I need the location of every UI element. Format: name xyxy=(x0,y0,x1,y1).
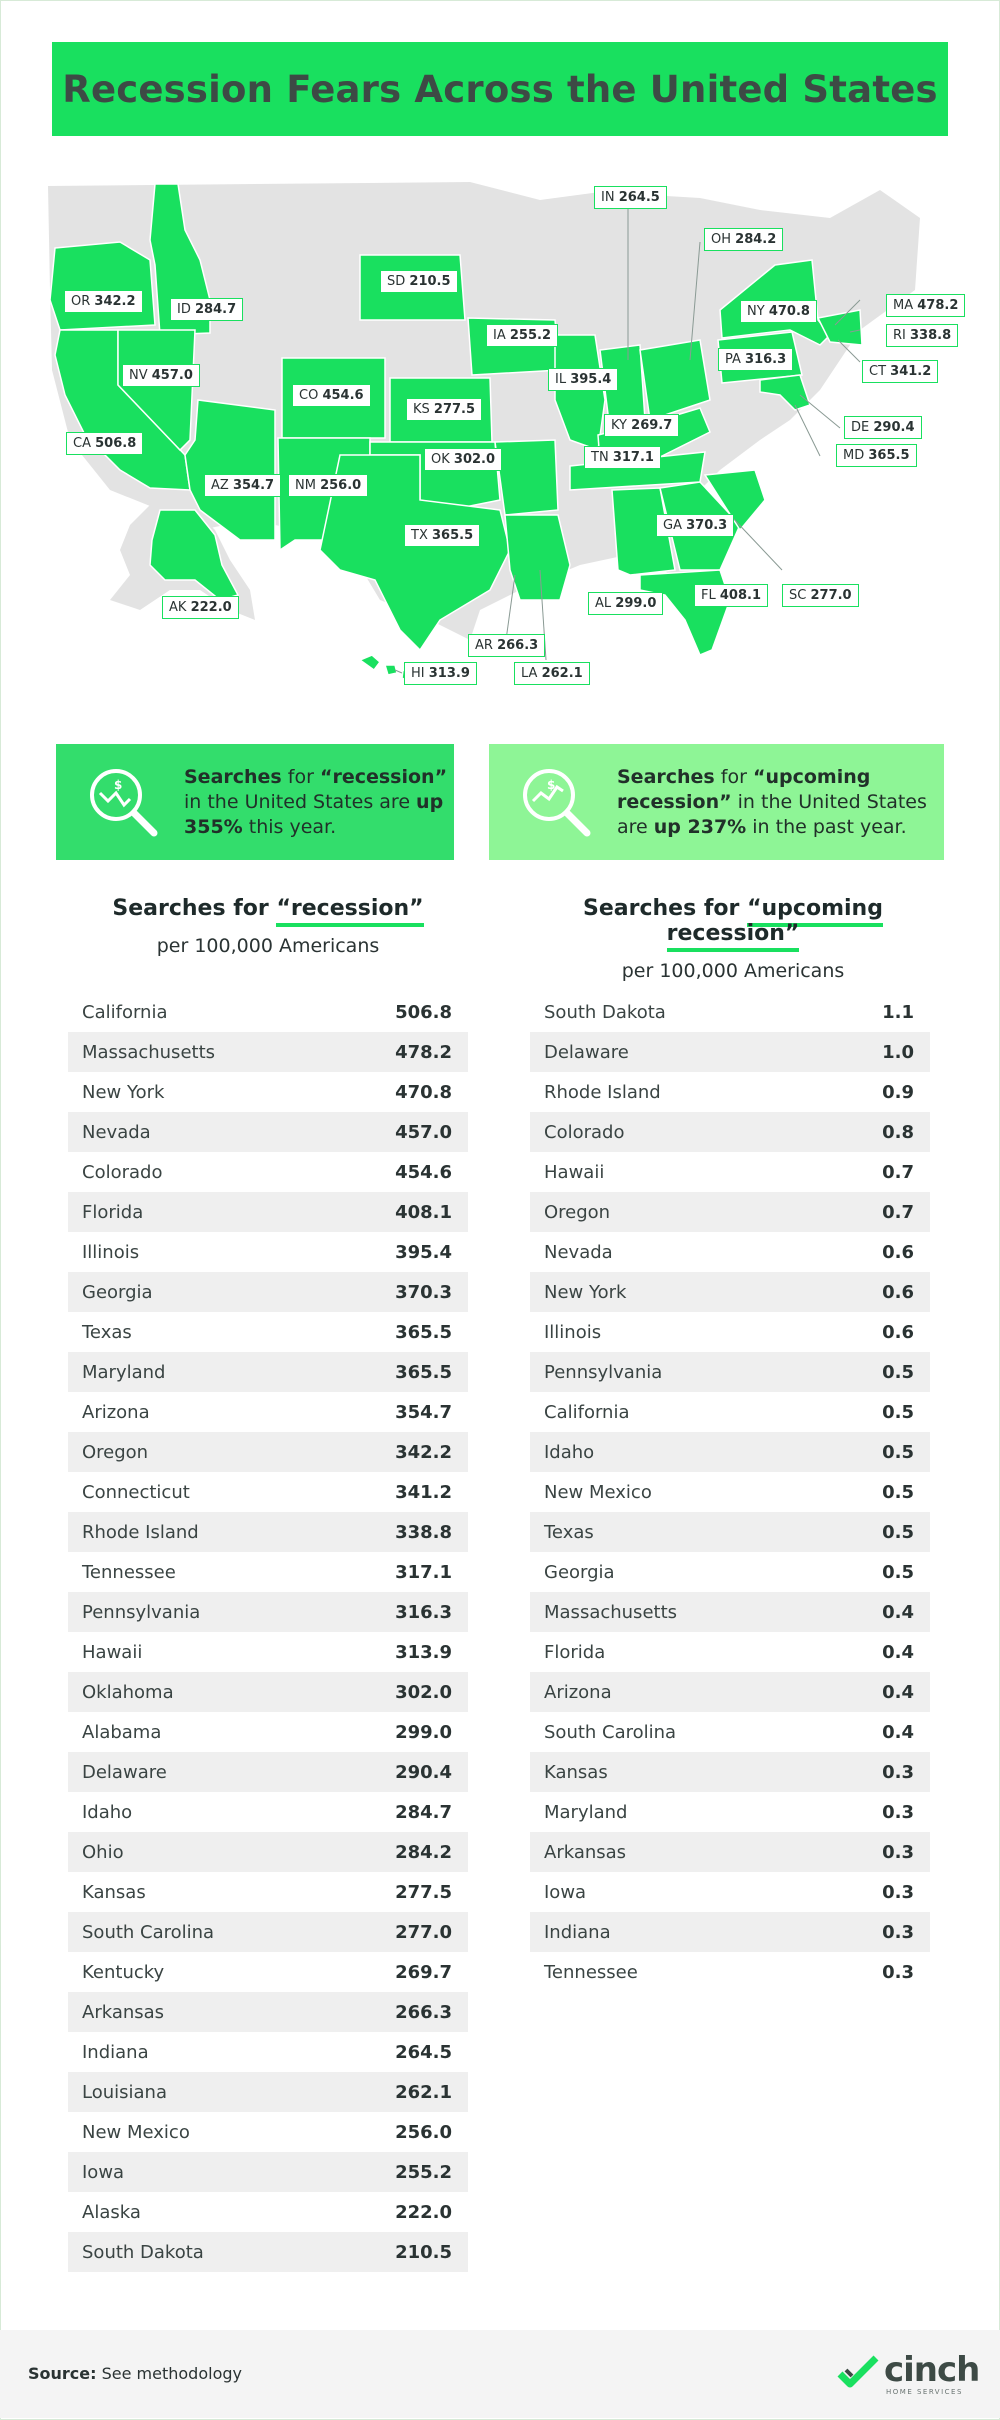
map-label-la: LA 262.1 xyxy=(514,662,590,685)
state-name: Massachusetts xyxy=(82,1041,216,1063)
state-name: New Mexico xyxy=(544,1481,652,1503)
state-value: 290.4 xyxy=(395,1761,452,1783)
state-value: 365.5 xyxy=(395,1321,452,1343)
state-value: 0.8 xyxy=(882,1121,914,1143)
state-name: Nevada xyxy=(82,1121,151,1143)
state-value: 0.5 xyxy=(882,1481,914,1503)
state-value: 0.6 xyxy=(882,1281,914,1303)
state-name: Maryland xyxy=(82,1361,166,1383)
map-label-ky: KY 269.7 xyxy=(604,414,679,437)
table-row xyxy=(530,1592,930,1632)
table-recession xyxy=(68,992,468,2272)
state-name: New Mexico xyxy=(82,2121,190,2143)
state-value: 0.3 xyxy=(882,1801,914,1823)
map-label-tn: TN 317.1 xyxy=(584,446,661,469)
map-label-ct: CT 341.2 xyxy=(862,360,938,383)
state-value: 277.5 xyxy=(395,1881,452,1903)
map-label-ok: OK 302.0 xyxy=(424,448,502,471)
cinch-logo xyxy=(836,2350,980,2400)
title-banner xyxy=(52,42,948,136)
state-value: 316.3 xyxy=(395,1601,452,1623)
state-value: 470.8 xyxy=(395,1081,452,1103)
state-name: Massachusetts xyxy=(544,1601,678,1623)
state-value: 264.5 xyxy=(395,2041,452,2063)
table-row xyxy=(68,1552,468,1592)
map-label-ri: RI 338.8 xyxy=(886,324,958,347)
table-row xyxy=(68,1632,468,1672)
map-label-ma: MA 478.2 xyxy=(886,294,965,317)
state-value: 266.3 xyxy=(395,2001,452,2023)
map-label-or: OR 342.2 xyxy=(64,290,143,313)
state-name: Connecticut xyxy=(82,1481,190,1503)
table-row xyxy=(530,1552,930,1592)
state-name: Arkansas xyxy=(544,1841,627,1863)
state-name: Indiana xyxy=(82,2041,149,2063)
state-name: Tennessee xyxy=(544,1961,638,1983)
state-value: 0.7 xyxy=(882,1161,914,1183)
state-name: Illinois xyxy=(544,1321,602,1343)
state-name: South Dakota xyxy=(544,1001,666,1023)
state-value: 0.4 xyxy=(882,1601,914,1623)
state-name: Texas xyxy=(82,1321,132,1343)
map-label-in: IN 264.5 xyxy=(594,186,667,209)
state-name: Iowa xyxy=(544,1881,587,1903)
map-label-ar: AR 266.3 xyxy=(468,634,545,657)
map-label-ks: KS 277.5 xyxy=(406,398,482,421)
table-row xyxy=(68,1912,468,1952)
map-label-az: AZ 354.7 xyxy=(204,474,281,497)
table-row xyxy=(68,2192,468,2232)
state-name: Indiana xyxy=(544,1921,611,1943)
state-name: Pennsylvania xyxy=(82,1601,201,1623)
map-label-nm: NM 256.0 xyxy=(288,474,368,497)
state-name: Arkansas xyxy=(82,2001,165,2023)
state-value: 1.1 xyxy=(882,1001,914,1023)
table-row xyxy=(68,1752,468,1792)
state-name: Maryland xyxy=(544,1801,628,1823)
state-value: 408.1 xyxy=(395,1201,452,1223)
table-row xyxy=(68,1152,468,1192)
table-row xyxy=(68,1712,468,1752)
state-value: 354.7 xyxy=(395,1401,452,1423)
state-name: Florida xyxy=(544,1641,606,1663)
state-value: 0.5 xyxy=(882,1441,914,1463)
table-left-title: Searches for “recession” xyxy=(68,896,468,921)
state-value: 0.6 xyxy=(882,1241,914,1263)
map-label-oh: OH 284.2 xyxy=(704,228,783,251)
map-label-ca: CA 506.8 xyxy=(66,432,143,455)
table-row xyxy=(68,2152,468,2192)
table-row xyxy=(68,1072,468,1112)
state-value: 370.3 xyxy=(395,1281,452,1303)
table-row xyxy=(68,992,468,1032)
table-row xyxy=(530,992,930,1032)
state-value: 0.3 xyxy=(882,1921,914,1943)
map-label-nv: NV 457.0 xyxy=(122,364,200,387)
table-left-subtitle: per 100,000 Americans xyxy=(156,935,380,957)
svg-text:$: $ xyxy=(547,778,556,792)
state-value: 0.5 xyxy=(882,1361,914,1383)
table-row xyxy=(530,1072,930,1112)
state-value: 284.2 xyxy=(395,1841,452,1863)
state-value: 338.8 xyxy=(395,1521,452,1543)
table-row xyxy=(530,1232,930,1272)
table-row xyxy=(530,1512,930,1552)
state-value: 0.3 xyxy=(882,1841,914,1863)
state-name: Pennsylvania xyxy=(544,1361,663,1383)
state-name: Rhode Island xyxy=(544,1081,661,1103)
map-label-ga: GA 370.3 xyxy=(656,514,734,537)
map-label-hi: HI 313.9 xyxy=(404,662,477,685)
state-value: 478.2 xyxy=(395,1041,452,1063)
table-row xyxy=(68,1472,468,1512)
state-value: 262.1 xyxy=(395,2081,452,2103)
state-name: Colorado xyxy=(82,1161,163,1183)
us-map-graphic xyxy=(0,170,1000,710)
state-value: 1.0 xyxy=(882,1041,914,1063)
table-row xyxy=(68,1872,468,1912)
table-row xyxy=(530,1792,930,1832)
state-name: Arizona xyxy=(82,1401,150,1423)
state-name: Idaho xyxy=(82,1801,133,1823)
state-name: Rhode Island xyxy=(82,1521,199,1543)
map-label-de: DE 290.4 xyxy=(844,416,922,439)
table-row xyxy=(530,1152,930,1192)
logo-tagline: HOME SERVICES xyxy=(886,2388,963,2396)
map-label-fl: FL 408.1 xyxy=(694,584,768,607)
state-name: Florida xyxy=(82,1201,144,1223)
state-name: Texas xyxy=(544,1521,594,1543)
table-row xyxy=(68,1432,468,1472)
map-label-sc: SC 277.0 xyxy=(782,584,859,607)
stat-text-recession: Searches for “recession” in the United States are up 355% this year. xyxy=(184,765,448,838)
table-row xyxy=(68,1832,468,1872)
state-value: 317.1 xyxy=(395,1561,452,1583)
table-row xyxy=(68,1792,468,1832)
table-row xyxy=(530,1752,930,1792)
state-name: Oregon xyxy=(544,1201,611,1223)
table-row xyxy=(68,1992,468,2032)
table-row xyxy=(530,1192,930,1232)
us-map xyxy=(0,170,1000,710)
state-name: Nevada xyxy=(544,1241,613,1263)
table-row xyxy=(530,1912,930,1952)
map-label-ny: NY 470.8 xyxy=(740,300,817,323)
logo-word: cinch xyxy=(884,2350,980,2390)
map-label-tx: TX 365.5 xyxy=(404,524,480,547)
map-label-ak: AK 222.0 xyxy=(162,596,239,619)
state-value: 0.3 xyxy=(882,1761,914,1783)
table-row xyxy=(68,1032,468,1072)
state-value: 0.3 xyxy=(882,1961,914,1983)
table-row xyxy=(530,1352,930,1392)
state-name: New York xyxy=(82,1081,165,1103)
state-value: 256.0 xyxy=(395,2121,452,2143)
state-name: Georgia xyxy=(544,1561,615,1583)
state-value: 0.6 xyxy=(882,1321,914,1343)
table-row xyxy=(68,1512,468,1552)
table-row xyxy=(68,1312,468,1352)
stat-box-upcoming-recession xyxy=(489,744,944,860)
table-row xyxy=(530,1712,930,1752)
table-row xyxy=(530,1672,930,1712)
table-right-header xyxy=(516,896,950,982)
table-left-header xyxy=(68,896,468,957)
map-label-sd: SD 210.5 xyxy=(380,270,458,293)
map-label-md: MD 365.5 xyxy=(836,444,917,467)
state-value: 365.5 xyxy=(395,1361,452,1383)
table-row xyxy=(68,1232,468,1272)
table-row xyxy=(530,1112,930,1152)
state-value: 299.0 xyxy=(395,1721,452,1743)
state-name: Oklahoma xyxy=(82,1681,174,1703)
map-label-al: AL 299.0 xyxy=(588,592,663,615)
state-name: Colorado xyxy=(544,1121,625,1143)
state-value: 255.2 xyxy=(395,2161,452,2183)
search-chart-icon xyxy=(517,763,595,841)
table-row xyxy=(530,1272,930,1312)
state-name: Arizona xyxy=(544,1681,612,1703)
map-label-id: ID 284.7 xyxy=(170,298,243,321)
table-row xyxy=(530,1872,930,1912)
map-label-il: IL 395.4 xyxy=(548,368,618,391)
table-row xyxy=(68,1392,468,1432)
state-name: California xyxy=(544,1401,630,1423)
footer xyxy=(0,2330,1000,2418)
cinch-check-icon xyxy=(836,2352,880,2392)
state-value: 0.4 xyxy=(882,1681,914,1703)
state-name: Illinois xyxy=(82,1241,140,1263)
map-label-co: CO 454.6 xyxy=(292,384,371,407)
state-name: Hawaii xyxy=(544,1161,605,1183)
table-row xyxy=(68,1592,468,1632)
state-value: 0.5 xyxy=(882,1401,914,1423)
table-row xyxy=(68,1192,468,1232)
state-name: Louisiana xyxy=(82,2081,167,2103)
state-value: 341.2 xyxy=(395,1481,452,1503)
table-row xyxy=(68,1272,468,1312)
table-row xyxy=(530,1472,930,1512)
state-value: 0.5 xyxy=(882,1521,914,1543)
state-value: 457.0 xyxy=(395,1121,452,1143)
state-value: 0.7 xyxy=(882,1201,914,1223)
table-row xyxy=(530,1952,930,1992)
state-name: Idaho xyxy=(544,1441,595,1463)
state-name: Iowa xyxy=(82,2161,125,2183)
state-value: 395.4 xyxy=(395,1241,452,1263)
search-chart-icon xyxy=(84,763,162,841)
table-row xyxy=(530,1832,930,1872)
state-value: 454.6 xyxy=(395,1161,452,1183)
state-name: Ohio xyxy=(82,1841,124,1863)
table-row xyxy=(68,2232,468,2272)
state-value: 342.2 xyxy=(395,1441,452,1463)
state-value: 277.0 xyxy=(395,1921,452,1943)
table-row xyxy=(530,1632,930,1672)
map-label-ia: IA 255.2 xyxy=(486,324,558,347)
state-name: Kentucky xyxy=(82,1961,165,1983)
table-row xyxy=(68,2032,468,2072)
state-name: Delaware xyxy=(544,1041,629,1063)
source-note: Source: See methodology xyxy=(28,2364,242,2383)
table-row xyxy=(68,1952,468,1992)
map-label-pa: PA 316.3 xyxy=(718,348,793,371)
state-name: New York xyxy=(544,1281,627,1303)
state-value: 269.7 xyxy=(395,1961,452,1983)
table-upcoming-recession xyxy=(530,992,930,1992)
table-row xyxy=(68,2072,468,2112)
state-value: 0.5 xyxy=(882,1561,914,1583)
state-value: 210.5 xyxy=(395,2241,452,2263)
state-name: South Carolina xyxy=(82,1921,215,1943)
state-value: 506.8 xyxy=(395,1001,452,1023)
state-value: 0.4 xyxy=(882,1721,914,1743)
state-name: Kansas xyxy=(82,1881,146,1903)
state-value: 0.4 xyxy=(882,1641,914,1663)
state-value: 284.7 xyxy=(395,1801,452,1823)
state-name: Tennessee xyxy=(82,1561,176,1583)
table-right-subtitle: per 100,000 Americans xyxy=(621,960,845,982)
state-value: 222.0 xyxy=(395,2201,452,2223)
state-name: California xyxy=(82,1001,168,1023)
state-name: Alabama xyxy=(82,1721,162,1743)
state-name: South Carolina xyxy=(544,1721,677,1743)
state-name: Oregon xyxy=(82,1441,149,1463)
table-row xyxy=(68,1112,468,1152)
table-row xyxy=(68,1352,468,1392)
page-title: Recession Fears Across the United States xyxy=(62,67,938,111)
state-name: Delaware xyxy=(82,1761,167,1783)
state-name: South Dakota xyxy=(82,2241,204,2263)
svg-text:$: $ xyxy=(114,778,123,792)
state-value: 0.3 xyxy=(882,1881,914,1903)
table-row xyxy=(530,1392,930,1432)
state-name: Georgia xyxy=(82,1281,153,1303)
state-value: 0.9 xyxy=(882,1081,914,1103)
table-row xyxy=(68,2112,468,2152)
table-row xyxy=(68,1672,468,1712)
state-value: 313.9 xyxy=(395,1641,452,1663)
table-row xyxy=(530,1032,930,1072)
state-name: Alaska xyxy=(82,2201,141,2223)
stat-text-upcoming-recession: Searches for “upcoming recession” in the United States are up 237% in the past year. xyxy=(617,765,927,838)
table-right-title: Searches for “upcoming recession” xyxy=(516,896,950,946)
state-name: Kansas xyxy=(544,1761,608,1783)
stat-box-recession xyxy=(56,744,454,860)
table-row xyxy=(530,1432,930,1472)
table-row xyxy=(530,1312,930,1352)
state-name: Hawaii xyxy=(82,1641,143,1663)
state-value: 302.0 xyxy=(395,1681,452,1703)
